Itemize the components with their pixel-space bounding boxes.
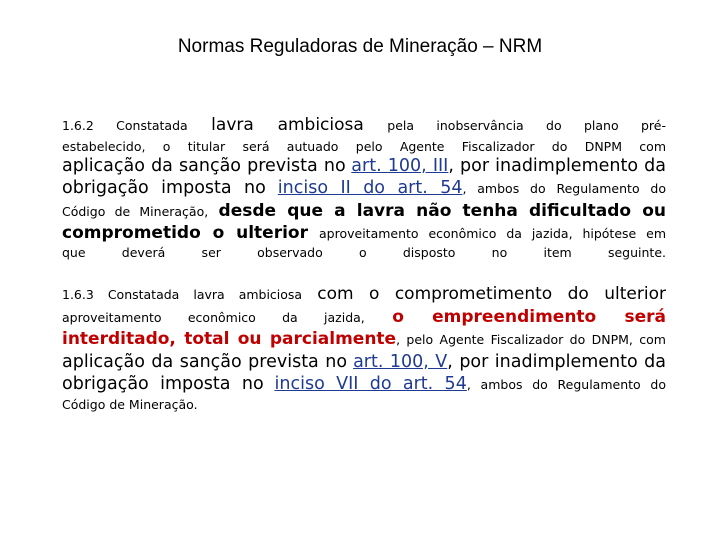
p2-line-3 [62,328,666,351]
p1-text-e: aplicação da sanção prevista no [62,156,346,176]
art-100-v-link[interactable]: art. 100, V [353,352,448,372]
p1-text-g: obrigação imposta no [62,178,266,198]
p2-line-1 [62,282,666,307]
p1-text-a: 1.6.2 Constatada [62,118,188,133]
p2-text-h: , por inadimplemento da [447,352,666,372]
p1-text-i: Código de Mineração, [62,204,209,219]
p2-text-f: , pelo Agente Fiscalizador do DNPM, com [396,332,666,347]
p2-text-b: com o comprometimento do ulterior [317,284,666,304]
p2-line-2 [62,307,666,328]
p2-line-6: Código de Mineração. [62,397,198,412]
p1-line-7: que deverá ser observado o disposto no item seguinte. [62,245,666,260]
p2-text-d: o empreendimento será [392,307,666,327]
p2-text-e: interditado, total ou parcialmente [62,329,397,349]
p2-line-5 [62,373,666,396]
p1-text-b: lavra ambiciosa [211,115,364,135]
p2-text-a: 1.6.3 Constatada lavra ambiciosa [62,287,303,302]
paragraph-1-6-2 [62,112,666,262]
p1-line-6 [62,223,666,244]
p1-text-f: , por inadimplemento da [448,156,666,176]
p1-line-4 [62,177,666,200]
p1-text-c: pela inobservância do plano pré- [387,118,666,133]
p1-line-2: estabelecido, o titular será autuado pelo Agente Fiscalizador do DNPM com [62,139,666,154]
inciso-vii-art-54-link[interactable]: inciso VII do art. 54 [274,374,467,394]
p2-text-g: aplicação da sanção prevista no [62,352,348,372]
p1-line-5 [62,200,666,223]
p1-line-1 [62,112,666,139]
p2-text-i: obrigação imposta no [62,374,264,394]
p1-text-l: aproveitamento econômico da jazida, hipótese em [319,226,666,241]
paragraph-1-6-3 [62,282,666,414]
p1-text-h: , ambos do Regulamento do [462,181,666,196]
page-title: Normas Reguladoras de Mineração – NRM [177,36,543,57]
p2-text-j: , ambos do Regulamento do [466,377,667,392]
inciso-ii-art-54-link[interactable]: inciso II do art. 54 [277,178,463,198]
p1-text-k: comprometido o ulterior [62,223,308,243]
p1-text-j: desde que a lavra não tenha dificultado ou [218,201,666,221]
art-100-iii-link[interactable]: art. 100, III [351,156,449,176]
p1-line-3 [62,155,666,177]
p2-text-c: aproveitamento econômico da jazida, [62,310,365,325]
p2-line-4 [62,351,666,373]
